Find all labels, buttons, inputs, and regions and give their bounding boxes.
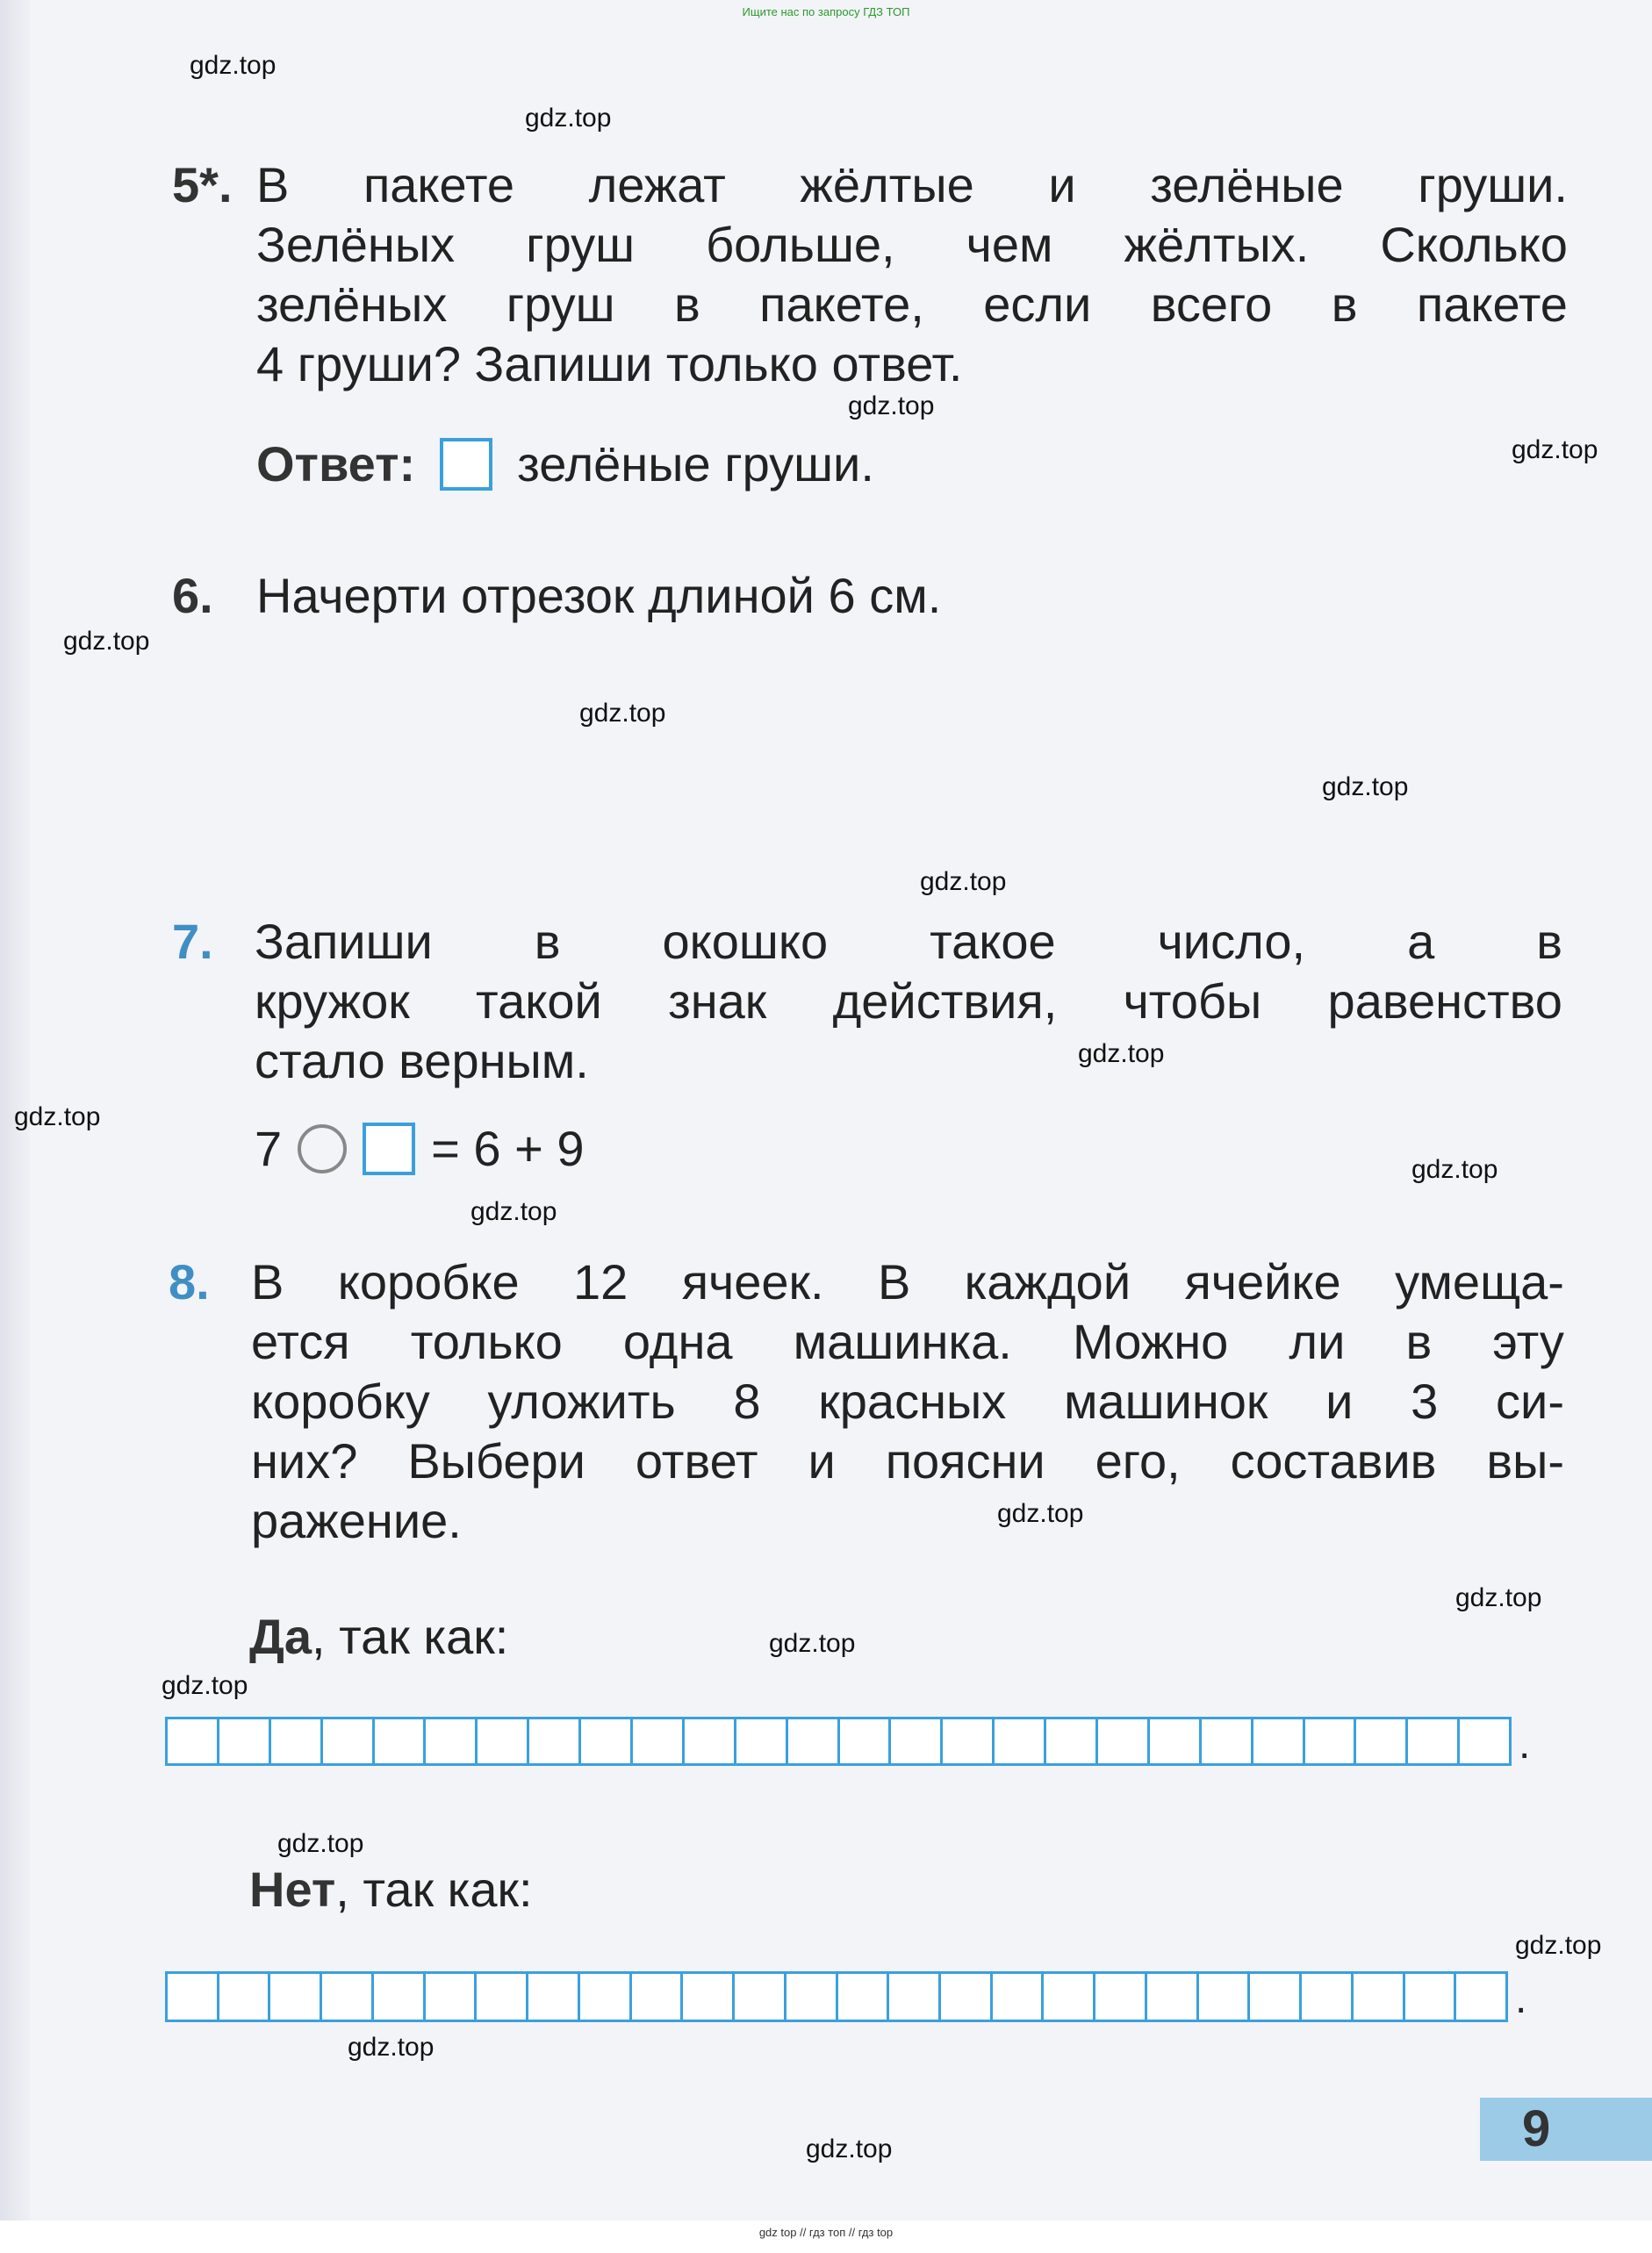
task8-number: 8.: [169, 1254, 210, 1309]
answer-cell[interactable]: [426, 1974, 478, 2020]
task6-number: 6.: [172, 568, 213, 623]
answer-cell[interactable]: [1460, 1719, 1509, 1763]
answer-cell[interactable]: [168, 1974, 219, 2020]
answer-cell[interactable]: [941, 1974, 993, 2020]
page-number: 9: [1480, 2098, 1652, 2161]
watermark: gdz.top: [1512, 435, 1598, 464]
answer-cell[interactable]: [375, 1719, 427, 1763]
no-period: .: [1515, 1976, 1527, 2022]
task6-text: Начерти отрезок длиной 6 см.: [256, 568, 942, 623]
task8-line-2: ется только одна машинка. Можно ли в эту: [251, 1314, 1564, 1369]
task7-equation: [255, 1120, 585, 1177]
answer-cell[interactable]: [995, 1719, 1046, 1763]
answer-label: Ответ:: [256, 436, 416, 491]
bottom-site-note: gdz top // гдз топ // гдз top: [758, 2226, 894, 2239]
task5-line-3: зелёных груш в пакете, если всего в пакете: [256, 276, 1568, 332]
answer-text: зелёные груши.: [517, 436, 874, 491]
answer-cell[interactable]: [633, 1719, 685, 1763]
answer-cell[interactable]: [1095, 1974, 1147, 2020]
answer-box[interactable]: [440, 438, 492, 491]
watermark: gdz.top: [348, 2033, 435, 2062]
watermark: gdz.top: [1322, 772, 1409, 801]
watermark: gdz.top: [579, 699, 666, 728]
task5-line-2: Зелёных груш больше, чем жёлтых. Сколько: [256, 217, 1568, 272]
answer-cell[interactable]: [1305, 1719, 1357, 1763]
watermark: gdz.top: [525, 104, 612, 133]
watermark: gdz.top: [277, 1829, 364, 1858]
answer-cell[interactable]: [1150, 1719, 1202, 1763]
answer-cell[interactable]: [1046, 1719, 1098, 1763]
watermark: gdz.top: [470, 1197, 557, 1226]
answer-cell[interactable]: [1147, 1974, 1199, 2020]
answer-cell[interactable]: [1044, 1974, 1095, 2020]
answer-cell[interactable]: [374, 1974, 426, 2020]
answer-cell[interactable]: [580, 1974, 632, 2020]
answer-cell[interactable]: [1456, 1974, 1505, 2020]
answer-cell[interactable]: [1098, 1719, 1150, 1763]
watermark: gdz.top: [63, 627, 150, 656]
watermark: gdz.top: [848, 391, 935, 420]
task7-line-2: кружок такой знак действия, чтобы равенство: [255, 973, 1562, 1029]
answer-cell[interactable]: [426, 1719, 478, 1763]
watermark: gdz.top: [1078, 1039, 1165, 1068]
top-site-note: Ищите нас по запросу ГДЗ ТОП: [742, 5, 910, 18]
equation-right: = 6 + 9: [431, 1121, 585, 1176]
answer-cell[interactable]: [838, 1974, 890, 2020]
answer-cell[interactable]: [840, 1719, 892, 1763]
answer-cell[interactable]: [786, 1974, 838, 2020]
answer-cell[interactable]: [323, 1719, 375, 1763]
yes-answer-grid[interactable]: [165, 1717, 1512, 1766]
answer-cell[interactable]: [219, 1974, 271, 2020]
task5-number: 5*.: [172, 157, 233, 212]
watermark: gdz.top: [1515, 1931, 1602, 1960]
answer-cell[interactable]: [993, 1974, 1045, 2020]
task8-line-4: них? Выбери ответ и поясни его, составив вы-: [251, 1433, 1564, 1489]
watermark: gdz.top: [1411, 1155, 1498, 1184]
answer-cell[interactable]: [1202, 1719, 1253, 1763]
answer-cell[interactable]: [943, 1719, 995, 1763]
watermark: gdz.top: [162, 1671, 248, 1700]
task7-line-1: Запиши в окошко такое число, а в: [255, 914, 1562, 969]
task5-line-4: 4 груши? Запиши только ответ.: [256, 336, 963, 391]
answer-cell[interactable]: [1408, 1719, 1460, 1763]
watermark: gdz.top: [920, 867, 1007, 896]
answer-cell[interactable]: [219, 1719, 271, 1763]
answer-cell[interactable]: [581, 1719, 633, 1763]
answer-cell[interactable]: [735, 1974, 786, 2020]
task8-line-1: В коробке 12 ячеек. В каждой ячейке умеща-: [251, 1254, 1564, 1309]
answer-cell[interactable]: [322, 1974, 374, 2020]
task7-line-3: стало верным.: [255, 1033, 589, 1088]
answer-cell[interactable]: [1199, 1974, 1251, 2020]
yes-period: .: [1519, 1721, 1531, 1768]
answer-cell[interactable]: [788, 1719, 840, 1763]
answer-cell[interactable]: [1356, 1719, 1408, 1763]
answer-cell[interactable]: [685, 1719, 736, 1763]
task5-answer-row: [256, 435, 874, 492]
answer-cell[interactable]: [1253, 1719, 1305, 1763]
watermark: gdz.top: [769, 1629, 856, 1658]
task7-number: 7.: [172, 914, 213, 969]
answer-cell[interactable]: [271, 1719, 323, 1763]
equation-left: 7: [255, 1121, 283, 1176]
answer-cell[interactable]: [891, 1719, 943, 1763]
task5-line-1: В пакете лежат жёлтые и зелёные груши.: [256, 157, 1568, 212]
number-box[interactable]: [363, 1123, 415, 1175]
no-label: Нет, так как:: [249, 1862, 533, 1917]
answer-cell[interactable]: [1250, 1974, 1302, 2020]
no-answer-grid[interactable]: [165, 1971, 1508, 2022]
answer-cell[interactable]: [889, 1974, 941, 2020]
task8-line-5: ражение.: [251, 1493, 462, 1548]
yes-label: Да, так как:: [249, 1609, 509, 1664]
answer-cell[interactable]: [736, 1719, 788, 1763]
answer-cell[interactable]: [168, 1719, 219, 1763]
answer-cell[interactable]: [683, 1974, 735, 2020]
answer-cell[interactable]: [270, 1974, 322, 2020]
watermark: gdz.top: [806, 2135, 893, 2163]
answer-cell[interactable]: [528, 1974, 580, 2020]
watermark: gdz.top: [190, 51, 277, 80]
answer-cell[interactable]: [529, 1719, 581, 1763]
answer-cell[interactable]: [477, 1974, 528, 2020]
answer-cell[interactable]: [1302, 1974, 1354, 2020]
answer-cell[interactable]: [632, 1974, 684, 2020]
watermark: gdz.top: [1455, 1583, 1542, 1612]
watermark: gdz.top: [997, 1499, 1084, 1528]
operator-circle[interactable]: [298, 1124, 347, 1173]
answer-cell[interactable]: [1405, 1974, 1457, 2020]
watermark: gdz.top: [14, 1102, 101, 1131]
answer-cell[interactable]: [478, 1719, 529, 1763]
answer-cell[interactable]: [1354, 1974, 1405, 2020]
task8-line-3: коробку уложить 8 красных машинок и 3 си-: [251, 1374, 1564, 1429]
